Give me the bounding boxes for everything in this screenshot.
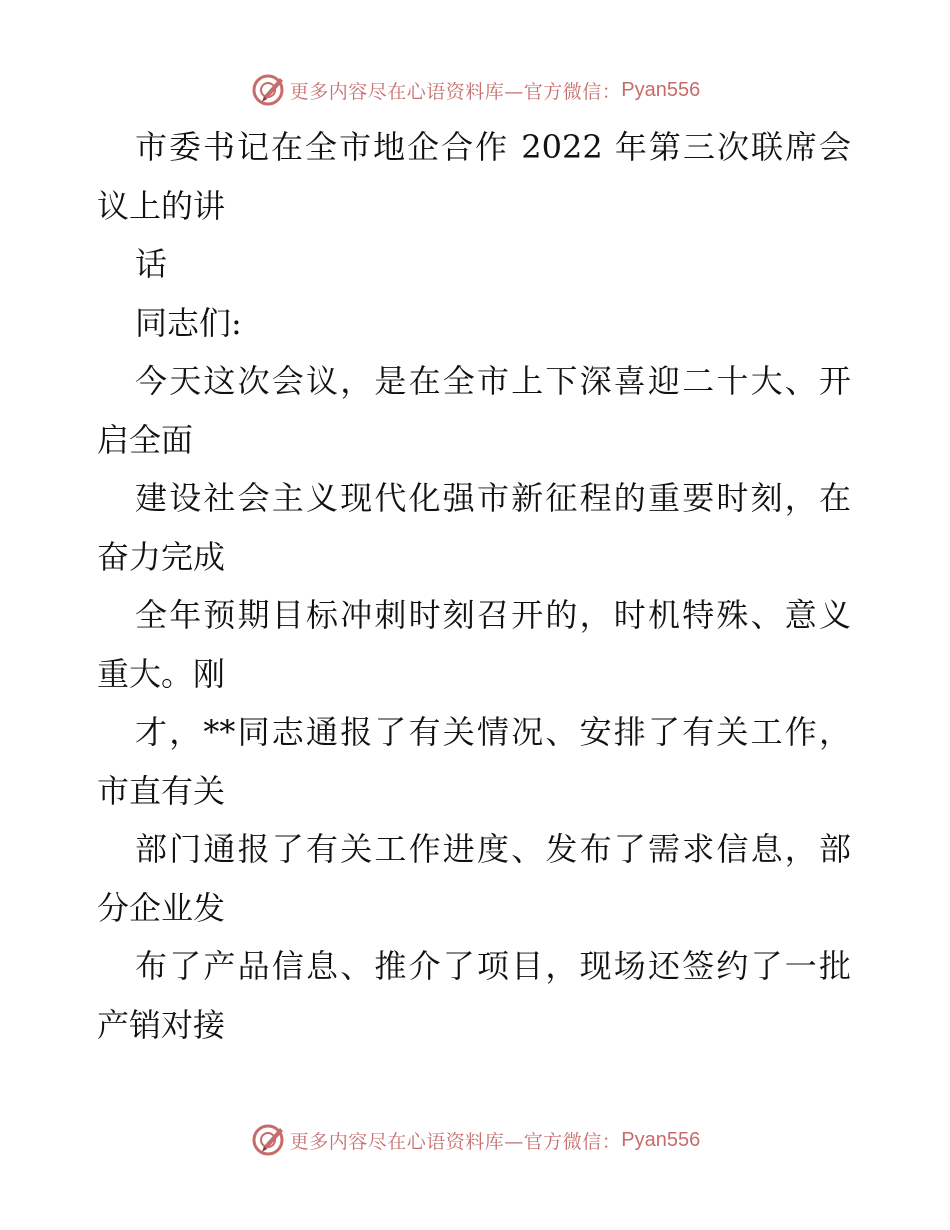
text-line: 市委书记在全市地企合作 2022 年第三次联席会 xyxy=(135,128,851,166)
watermark-text: 更多内容尽在心语资料库—官方微信： xyxy=(289,80,622,103)
text-line: 市直有关 xyxy=(97,771,226,810)
text-line: 布了产品信息、推介了项目，现场还签约了一批 xyxy=(135,947,851,985)
text-line: 议上的讲 xyxy=(97,186,226,225)
text-line: 话 xyxy=(135,245,168,283)
footer-watermark xyxy=(0,1120,950,1160)
text-line: 今天这次会议，是在全市上下深喜迎二十大、开 xyxy=(135,362,851,400)
text-line: 分企业发 xyxy=(97,888,226,927)
watermark-text: 更多内容尽在心语资料库—官方微信： xyxy=(289,1130,622,1153)
text-line: 才，**同志通报了有关情况、安排了有关工作， xyxy=(135,713,851,751)
text-line: 产销对接 xyxy=(97,1005,226,1044)
text-line: 启全面 xyxy=(97,420,194,459)
text-line: 建设社会主义现代化强市新征程的重要时刻，在 xyxy=(135,479,851,517)
text-line: 全年预期目标冲刺时刻召开的，时机特殊、意义 xyxy=(135,596,851,634)
pen-logo-icon xyxy=(250,72,286,108)
header-watermark xyxy=(0,70,950,110)
document-body xyxy=(97,118,857,1054)
text-line: 奋力完成 xyxy=(97,537,226,576)
watermark-wechat-id: Pyan556 xyxy=(621,1128,701,1151)
text-line: 部门通报了有关工作进度、发布了需求信息，部 xyxy=(135,830,851,868)
text-line: 同志们: xyxy=(135,303,242,342)
pen-logo-icon xyxy=(250,1122,286,1158)
watermark-wechat-id: Pyan556 xyxy=(621,78,701,101)
text-line: 重大。刚 xyxy=(97,654,226,693)
